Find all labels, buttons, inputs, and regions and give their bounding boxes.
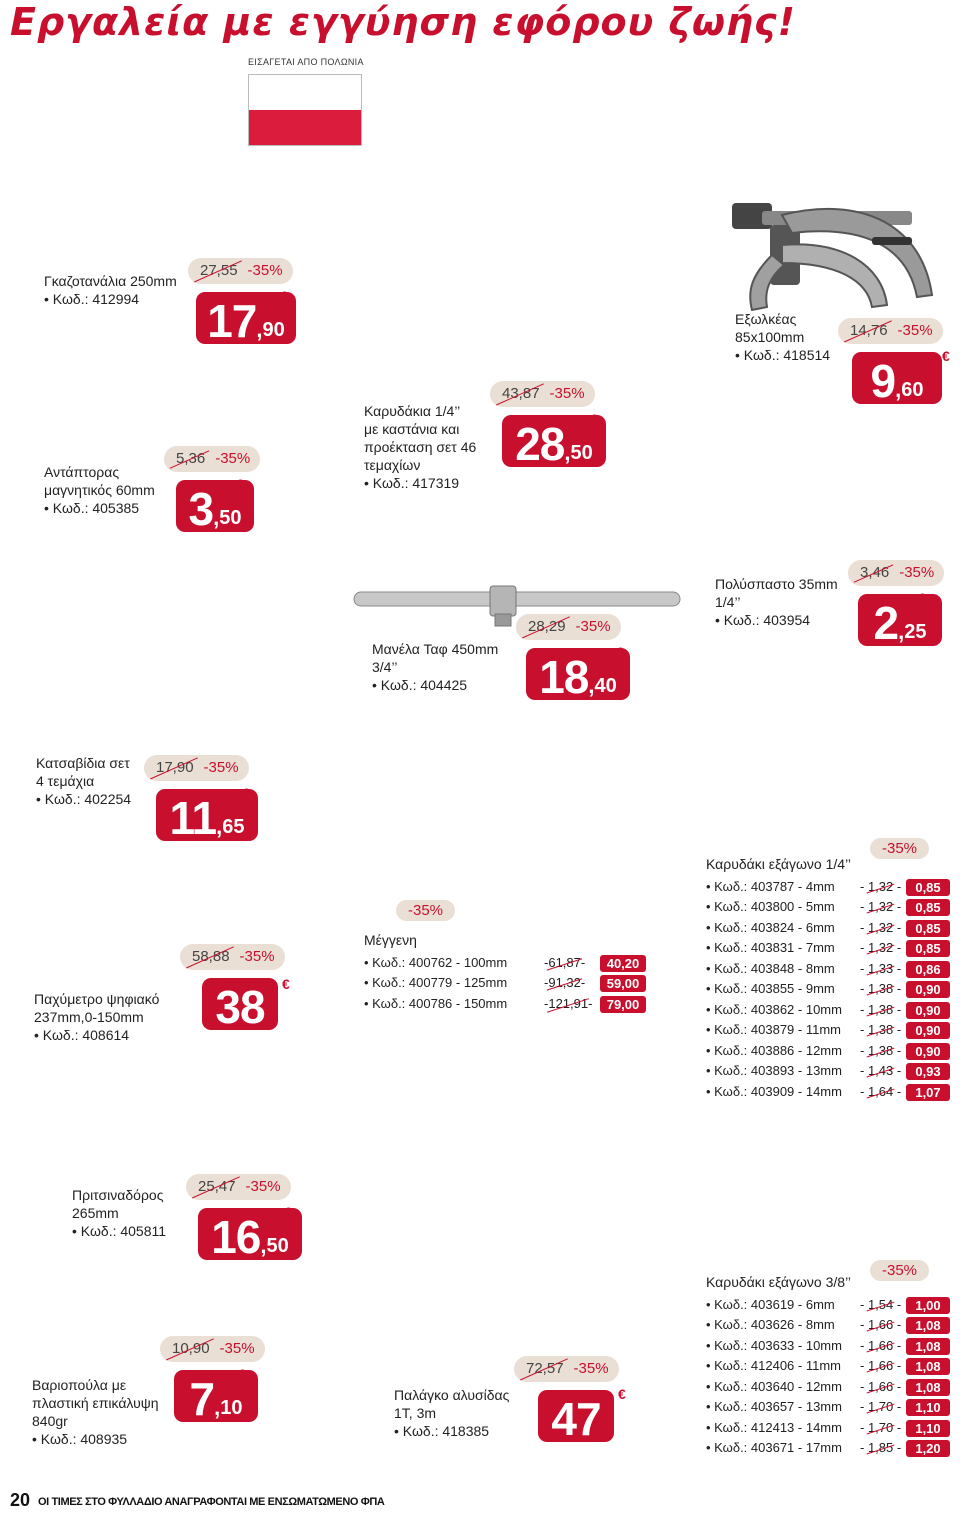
- item-code: • Κωδ.: 403893 - 13mm: [706, 1063, 842, 1078]
- new-price: 0,85: [906, 879, 950, 896]
- old-price: 10,90: [170, 1336, 212, 1362]
- euro-icon: €: [618, 1386, 626, 1402]
- flag-red-stripe: [249, 110, 361, 145]
- hex14-list: [706, 854, 954, 1102]
- product-name: Αντάπτορας: [44, 464, 120, 480]
- price-decimal: 65: [222, 816, 245, 838]
- import-note: ΕΙΣΑΓΕΤΑΙ ΑΠΟ ΠΟΛΩΝΙΑ: [248, 57, 364, 67]
- product-name: 840gr: [32, 1413, 68, 1429]
- old-price: 91,32: [548, 975, 581, 990]
- old-price: 1,38: [867, 981, 894, 996]
- old-price-badge: [186, 1174, 291, 1200]
- item-code: • Κωδ.: 403862 - 10mm: [706, 1002, 842, 1017]
- old-price: 1,38: [867, 1001, 894, 1017]
- old-price: 1,66: [867, 1358, 894, 1373]
- list-item: • Κωδ.: 403848 - 8mm - 1,33 - 0,86: [706, 959, 954, 980]
- new-price-badge: 9 , 60: [852, 352, 942, 404]
- price-integer: 38: [215, 981, 265, 1033]
- item-code: • Κωδ.: 403787 - 4mm: [706, 879, 835, 894]
- product-name: Μανέλα Ταφ 450mm: [372, 641, 499, 657]
- euro-icon: €: [282, 976, 290, 992]
- wrench-price: [188, 258, 300, 348]
- old-price: 1,70: [867, 1399, 894, 1414]
- item-code: • Κωδ.: 412406 - 11mm: [706, 1358, 841, 1373]
- product-code: • Κωδ.: 403954: [715, 611, 838, 629]
- product-code: • Κωδ.: 402254: [36, 790, 131, 808]
- new-price: 1,10: [906, 1399, 950, 1416]
- discount-label: -35%: [245, 1178, 281, 1195]
- price-integer: 28: [515, 418, 565, 470]
- list-item: • Κωδ.: 400779 - 125mm -91,32- 59,00: [364, 973, 654, 994]
- product-name: πλαστική επικάλυψη: [32, 1395, 159, 1411]
- product-name: Παχύμετρο ψηφιακό: [34, 991, 160, 1007]
- old-price-badge: [144, 755, 249, 781]
- old-price: 1,66: [867, 1317, 894, 1332]
- product-name: 1T, 3m: [394, 1405, 437, 1421]
- item-code: • Κωδ.: 412413 - 14mm: [706, 1420, 842, 1435]
- product-code: • Κωδ.: 417319: [364, 474, 476, 492]
- old-price: 1,32: [867, 899, 894, 914]
- product-name: 3/4’’: [372, 659, 398, 675]
- old-price: 28,29: [526, 614, 568, 640]
- caliper-price: [180, 944, 298, 1034]
- caliper-product-info: [34, 990, 159, 1044]
- item-code: • Κωδ.: 403886 - 12mm: [706, 1043, 842, 1058]
- item-code: • Κωδ.: 400779 - 125mm: [364, 975, 507, 990]
- old-price: 1,85: [867, 1440, 894, 1455]
- new-price-badge: 2 , 25: [858, 594, 942, 646]
- new-price: 1,08: [906, 1338, 950, 1355]
- new-price-badge: [202, 978, 278, 1033]
- item-code: • Κωδ.: 403626 - 8mm: [706, 1317, 835, 1332]
- old-price: 121,91: [548, 995, 589, 1011]
- item-code: • Κωδ.: 403671 - 17mm: [706, 1440, 842, 1455]
- price-integer: 3: [188, 483, 214, 535]
- new-price-badge: 16 , 50: [198, 1208, 302, 1260]
- product-name: Βαριοπούλα με: [32, 1377, 127, 1393]
- new-price: 0,90: [906, 1002, 950, 1019]
- old-price: 72,57: [524, 1356, 566, 1382]
- riveter-product-info: [72, 1186, 166, 1240]
- product-name: Γκαζοτανάλια 250mm: [44, 273, 177, 289]
- price-decimal: 90: [262, 319, 285, 341]
- new-price: 0,85: [906, 940, 950, 957]
- old-price: 61,87: [548, 954, 581, 970]
- riveter-price: [186, 1174, 304, 1264]
- product-code: • Κωδ.: 408614: [34, 1026, 159, 1044]
- new-price-badge: 11 , 65: [156, 789, 258, 841]
- price-integer: 2: [873, 597, 899, 649]
- product-name: τεμαχίων: [364, 457, 421, 473]
- list-item: • Κωδ.: 403893 - 13mm - 1,43 - 0,93: [706, 1061, 954, 1082]
- price-integer: 16: [211, 1211, 261, 1263]
- price-decimal: 25: [904, 621, 927, 643]
- old-price-badge: [490, 381, 595, 407]
- old-price: 1,38: [867, 1022, 894, 1037]
- list-item: • Κωδ.: 403657 - 13mm - 1,70 - 1,10: [706, 1397, 954, 1418]
- price-decimal: 40: [594, 675, 617, 697]
- item-code: • Κωδ.: 403657 - 13mm: [706, 1399, 842, 1414]
- new-price: 1,00: [906, 1297, 950, 1314]
- old-price: 1,32: [867, 919, 894, 935]
- new-price: 0,90: [906, 1022, 950, 1039]
- puller-product-info: [735, 310, 830, 364]
- list-item: • Κωδ.: 403626 - 8mm - 1,66 - 1,08: [706, 1315, 954, 1336]
- list-item: • Κωδ.: 403671 - 17mm - 1,85 - 1,20: [706, 1438, 954, 1459]
- spline-price: [848, 560, 956, 650]
- old-price-badge: [516, 614, 621, 640]
- old-price: 1,54: [867, 1296, 894, 1312]
- old-price: 1,66: [867, 1337, 894, 1353]
- new-price: 1,10: [906, 1420, 950, 1437]
- item-code: • Κωδ.: 403848 - 8mm: [706, 961, 835, 976]
- clamp-list: [364, 930, 654, 1014]
- product-name: 265mm: [72, 1205, 119, 1221]
- old-price-badge: [848, 560, 944, 586]
- discount-label: -35%: [247, 262, 283, 279]
- list-item: • Κωδ.: 403879 - 11mm - 1,38 - 0,90: [706, 1020, 954, 1041]
- old-price: 1,64: [867, 1083, 894, 1099]
- new-price: 0,85: [906, 920, 950, 937]
- price-integer: 11: [169, 792, 217, 844]
- price-decimal: 50: [219, 507, 242, 529]
- product-name: Πολύσπαστο 35mm: [715, 576, 838, 592]
- new-price: 0,93: [906, 1063, 950, 1080]
- list-item: • Κωδ.: 403862 - 10mm - 1,38 - 0,90: [706, 1000, 954, 1021]
- product-code: • Κωδ.: 405811: [72, 1222, 166, 1240]
- old-price: 3,46: [858, 560, 891, 586]
- spline-product-info: [715, 575, 838, 629]
- hex14-discount-badge: -35%: [870, 838, 929, 859]
- magnet-adapter-product-info: [44, 463, 155, 517]
- footer-disclaimer: ΟΙ ΤΙΜΕΣ ΣΤΟ ΦΥΛΛΑΔΙΟ ΑΝΑΓΡΑΦΟΝΤΑΙ ΜΕ ΕΝΣΩΜΑΤΩΜΕΝΟ ΦΠΑ: [38, 1496, 385, 1508]
- price-decimal: 10: [220, 1397, 243, 1419]
- socket-set-price: [490, 381, 610, 471]
- item-code: • Κωδ.: 403640 - 12mm: [706, 1379, 842, 1394]
- old-price: 27,55: [198, 258, 240, 284]
- list-item: • Κωδ.: 403909 - 14mm - 1,64 - 1,07: [706, 1082, 954, 1103]
- old-price: 1,33: [867, 960, 894, 976]
- product-name: Παλάγκο αλυσίδας: [394, 1387, 510, 1403]
- list-item: • Κωδ.: 403824 - 6mm - 1,32 - 0,85: [706, 918, 954, 939]
- new-price: 0,90: [906, 1043, 950, 1060]
- discount-label: -35%: [219, 1340, 255, 1357]
- product-code: • Κωδ.: 412994: [44, 290, 177, 308]
- list-item: • Κωδ.: 403787 - 4mm - 1,32 - 0,85: [706, 877, 954, 898]
- price-integer: 7: [189, 1373, 215, 1425]
- item-code: • Κωδ.: 403831 - 7mm: [706, 940, 835, 955]
- product-code: • Κωδ.: 405385: [44, 499, 155, 517]
- wrench-product-info: [44, 272, 177, 308]
- old-price: 1,43: [867, 1063, 894, 1078]
- item-code: • Κωδ.: 403879 - 11mm: [706, 1022, 841, 1037]
- discount-label: -35%: [203, 759, 239, 776]
- page-number: 20: [10, 1490, 31, 1510]
- new-price-badge: 17 , 90: [196, 292, 296, 344]
- list-item: • Κωδ.: 403855 - 9mm - 1,38 - 0,90: [706, 979, 954, 1000]
- puller-icon: [722, 185, 952, 315]
- screwdrivers-price: [144, 755, 262, 845]
- discount-label: -35%: [575, 618, 611, 635]
- chain-hoist-product-info: [394, 1386, 509, 1440]
- product-name: 237mm,0-150mm: [34, 1009, 144, 1025]
- screwdrivers-product-info: [36, 754, 131, 808]
- price-integer: 47: [551, 1393, 601, 1445]
- hex38-discount-badge: -35%: [870, 1260, 929, 1281]
- product-name: 85x100mm: [735, 329, 805, 345]
- t-handle-price: [516, 614, 634, 704]
- item-code: • Κωδ.: 403633 - 10mm: [706, 1338, 842, 1353]
- list-item: • Κωδ.: 400786 - 150mm -121,91- 79,00: [364, 994, 654, 1015]
- euro-icon: €: [942, 348, 950, 364]
- new-price: 0,90: [906, 981, 950, 998]
- hammer-product-info: [32, 1376, 159, 1448]
- new-price: 0,85: [906, 899, 950, 916]
- discount-label: -35%: [215, 450, 251, 467]
- product-code: • Κωδ.: 418514: [735, 346, 830, 364]
- t-handle-product-info: [372, 640, 498, 694]
- old-price: 1,70: [867, 1419, 894, 1435]
- product-name: Εξωλκέας: [735, 311, 797, 327]
- item-code: • Κωδ.: 403909 - 14mm: [706, 1084, 842, 1099]
- product-name: Κατσαβίδια σετ: [36, 755, 130, 771]
- new-price: 40,20: [600, 955, 646, 972]
- list-item: • Κωδ.: 403619 - 6mm - 1,54 - 1,00: [706, 1295, 954, 1316]
- new-price-badge: 28 , 50: [502, 415, 606, 467]
- price-decimal: 50: [266, 1235, 289, 1257]
- new-price: 1,08: [906, 1358, 950, 1375]
- product-code: • Κωδ.: 408935: [32, 1430, 159, 1448]
- discount-label: -35%: [573, 1360, 609, 1377]
- old-price: 43,87: [500, 381, 542, 407]
- old-price: 1,66: [867, 1378, 894, 1394]
- chain-hoist-price: [514, 1356, 634, 1446]
- price-integer: 17: [207, 295, 257, 347]
- product-name: 1/4’’: [715, 594, 741, 610]
- old-price: 5,36: [174, 446, 207, 472]
- hex14-list-title: Καρυδάκι εξάγωνο 1/4’’: [706, 856, 852, 872]
- flag-white-stripe: [249, 75, 361, 110]
- discount-label: -35%: [897, 322, 933, 339]
- price-integer: 18: [539, 651, 589, 703]
- list-item: • Κωδ.: 412413 - 14mm - 1,70 - 1,10: [706, 1418, 954, 1439]
- item-code: • Κωδ.: 403855 - 9mm: [706, 981, 835, 996]
- socket-set-product-info: [364, 402, 476, 492]
- old-price: 1,32: [867, 878, 894, 894]
- list-item: • Κωδ.: 403886 - 12mm - 1,38 - 0,90: [706, 1041, 954, 1062]
- old-price: 1,38: [867, 1042, 894, 1058]
- hammer-price: [160, 1336, 272, 1426]
- product-name: Καρυδάκια 1/4’’: [364, 403, 461, 419]
- old-price-badge: [838, 318, 943, 344]
- old-price: 17,90: [154, 755, 196, 781]
- product-code: • Κωδ.: 404425: [372, 676, 498, 694]
- list-item: • Κωδ.: 403633 - 10mm - 1,66 - 1,08: [706, 1336, 954, 1357]
- clamp-discount-badge: -35%: [396, 900, 455, 921]
- hex38-list-title: Καρυδάκι εξάγωνο 3/8’’: [706, 1274, 852, 1290]
- price-decimal: 50: [570, 442, 593, 464]
- new-price-badge: [538, 1390, 614, 1445]
- discount-label: -35%: [549, 385, 585, 402]
- price-integer: 9: [870, 355, 896, 407]
- new-price-badge: 18 , 40: [526, 648, 630, 700]
- item-code: • Κωδ.: 403619 - 6mm: [706, 1297, 835, 1312]
- new-price: 1,08: [906, 1317, 950, 1334]
- product-name: 4 τεμάχια: [36, 773, 95, 789]
- hex38-list: [706, 1272, 954, 1459]
- new-price-badge: 7 , 10: [174, 1370, 258, 1422]
- list-item: • Κωδ.: 400762 - 100mm -61,87- 40,20: [364, 953, 654, 974]
- product-name: με καστάνια και: [364, 421, 460, 437]
- new-price: 1,08: [906, 1379, 950, 1396]
- old-price-badge: [160, 1336, 265, 1362]
- price-decimal: 60: [901, 379, 924, 401]
- item-code: • Κωδ.: 403800 - 5mm: [706, 899, 835, 914]
- discount-label: -35%: [899, 564, 935, 581]
- product-name: μαγνητικός 60mm: [44, 482, 155, 498]
- old-price-badge: [514, 1356, 619, 1382]
- discount-label: -35%: [239, 948, 275, 965]
- magnet-adapter-price: [164, 446, 268, 536]
- list-item: • Κωδ.: 403800 - 5mm - 1,32 - 0,85: [706, 897, 954, 918]
- old-price: 14,76: [848, 318, 890, 344]
- product-name: Πριτσιναδόρος: [72, 1187, 164, 1203]
- item-code: • Κωδ.: 403824 - 6mm: [706, 920, 835, 935]
- clamp-list-title: Μέγγενη: [364, 932, 417, 948]
- list-item: • Κωδ.: 412406 - 11mm - 1,66 - 1,08: [706, 1356, 954, 1377]
- old-price-badge: [164, 446, 260, 472]
- old-price-badge: [188, 258, 293, 284]
- item-code: • Κωδ.: 400762 - 100mm: [364, 955, 507, 970]
- new-price: 79,00: [600, 996, 646, 1013]
- puller-price: [838, 318, 956, 408]
- new-price: 1,07: [906, 1084, 950, 1101]
- item-code: • Κωδ.: 400786 - 150mm: [364, 996, 507, 1011]
- list-item: • Κωδ.: 403831 - 7mm - 1,32 - 0,85: [706, 938, 954, 959]
- old-price-badge: [180, 944, 285, 970]
- list-item: • Κωδ.: 403640 - 12mm - 1,66 - 1,08: [706, 1377, 954, 1398]
- new-price-badge: 3 , 50: [176, 480, 254, 532]
- new-price: 59,00: [600, 975, 646, 992]
- product-name: προέκταση σετ 46: [364, 439, 477, 455]
- old-price: 25,47: [196, 1174, 238, 1200]
- new-price: 1,20: [906, 1440, 950, 1457]
- new-price: 0,86: [906, 961, 950, 978]
- poland-flag: [248, 74, 362, 146]
- product-code: • Κωδ.: 418385: [394, 1422, 509, 1440]
- old-price: 1,32: [867, 940, 894, 955]
- page-title: Εργαλεία με εγγύηση εφόρου ζωής!: [10, 0, 796, 44]
- old-price: 58,88: [190, 944, 232, 970]
